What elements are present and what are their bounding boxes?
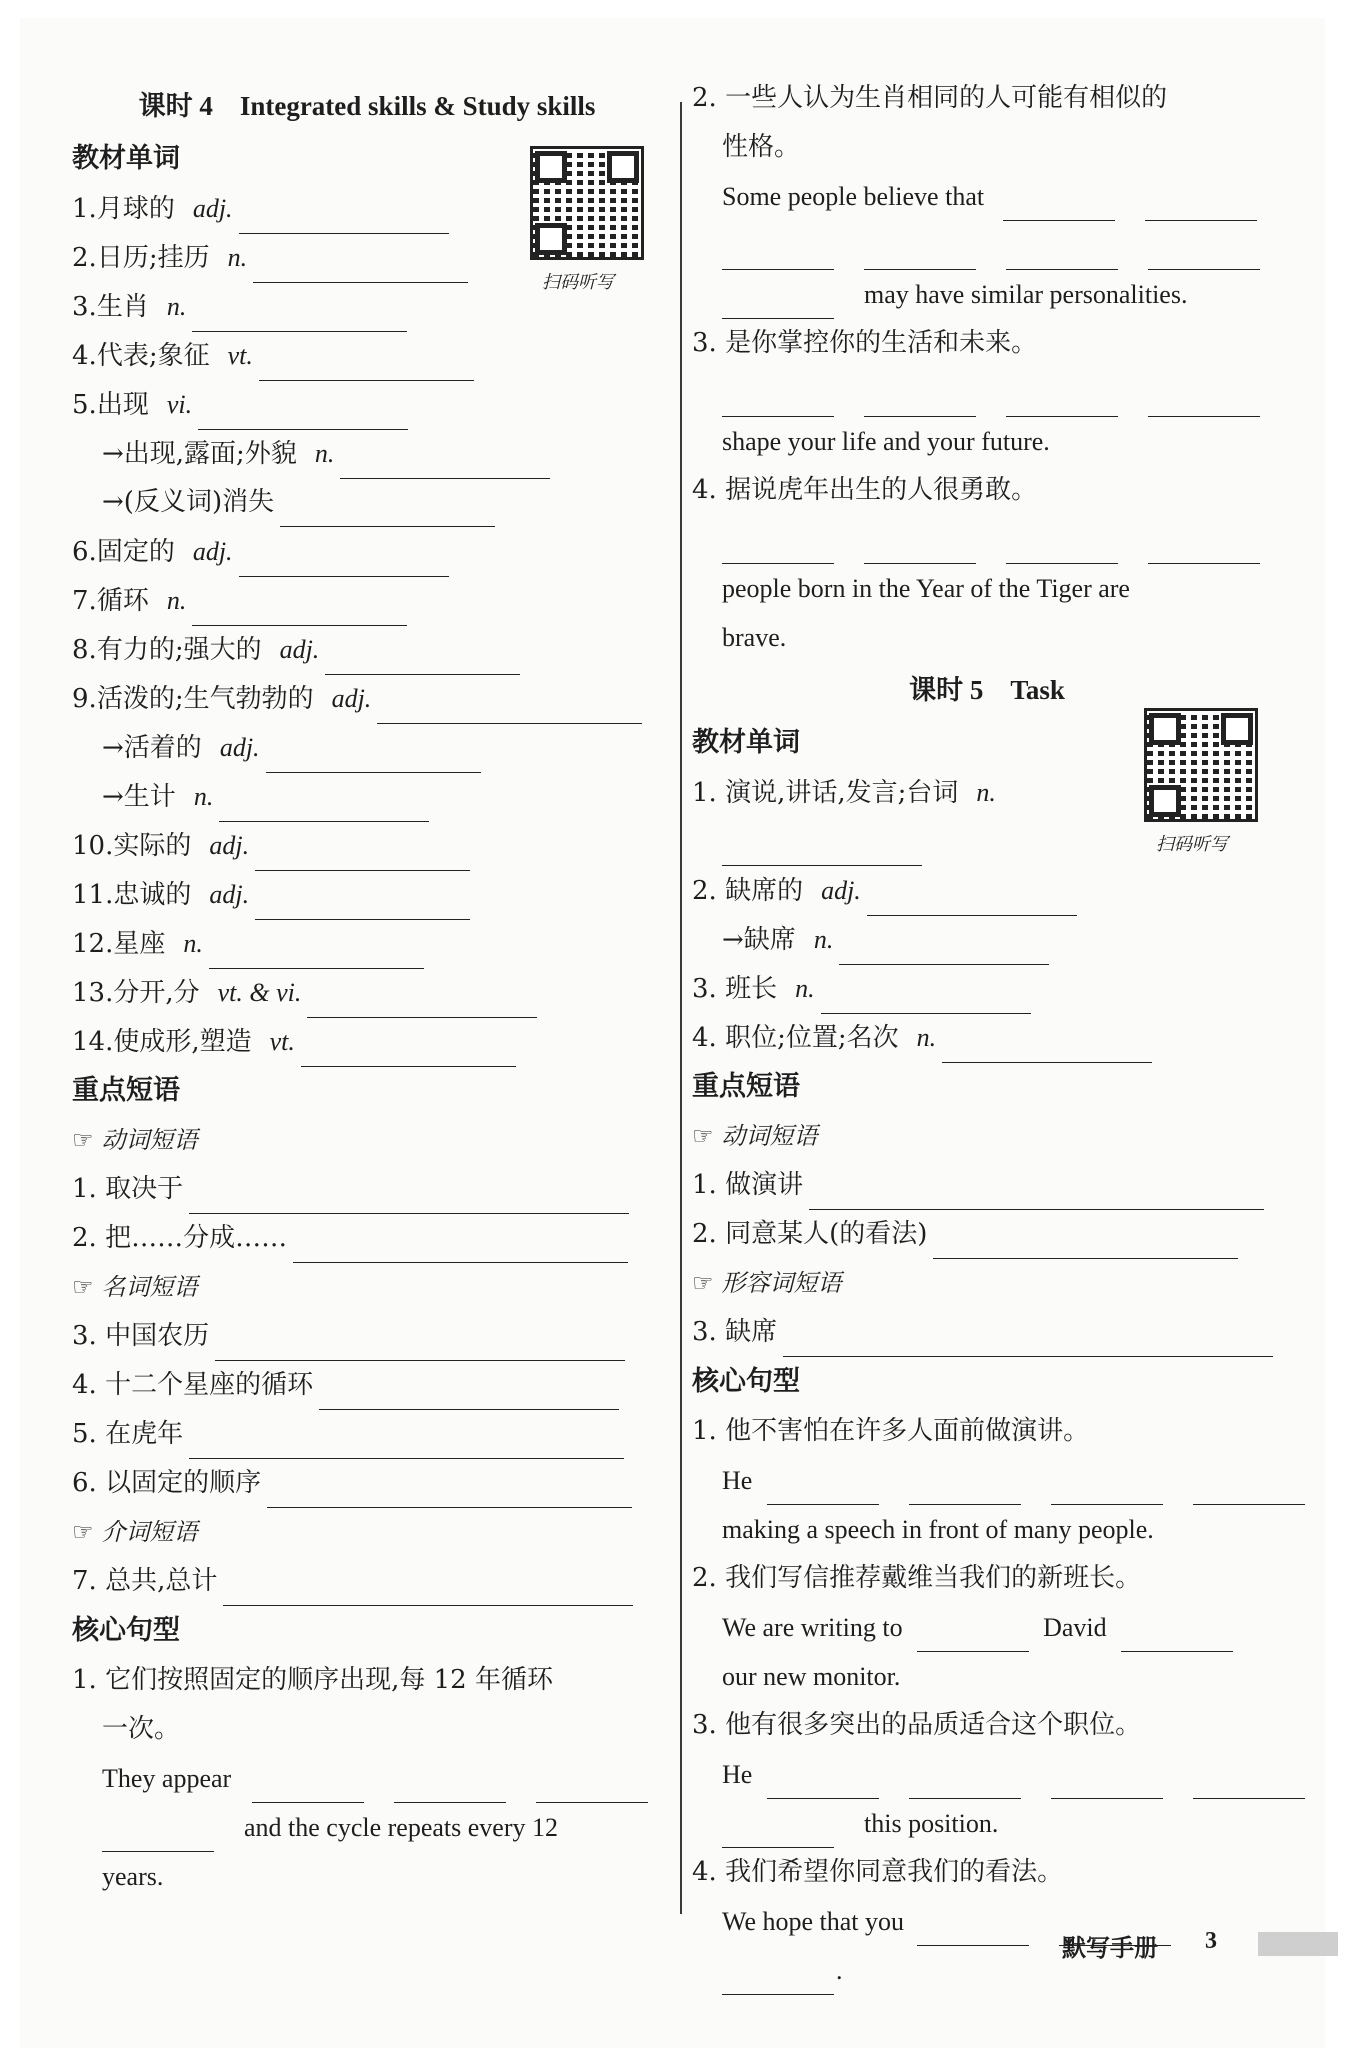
list-item: 7.循环 n. — [72, 576, 662, 625]
answer-blank[interactable] — [1148, 382, 1260, 417]
answer-blank[interactable] — [864, 382, 976, 417]
sentence-en: . — [692, 1946, 1282, 1995]
sentence-cn: 1. 它们按照固定的顺序出现,每 12 年循环 — [72, 1665, 553, 1695]
sentence-en: They appear — [72, 1754, 662, 1803]
answer-blank[interactable] — [783, 1322, 1273, 1357]
pointing-hand-icon: ☞ — [692, 1122, 714, 1150]
list-item: 1.月球的 adj. — [72, 184, 662, 233]
right-column — [692, 74, 1282, 1995]
list-item: 8.有力的;强大的 adj. — [72, 625, 662, 674]
answer-blank[interactable] — [917, 1617, 1029, 1652]
noun-phrases-label: ☞ 名词短语 — [72, 1273, 198, 1301]
list-item: 2.日历;挂历 n. — [72, 233, 662, 282]
list-item: 2. 同意某人(的看法) — [692, 1210, 1282, 1259]
list-item: 7. 总共,总计 — [72, 1557, 662, 1606]
qr-code-icon[interactable] — [530, 146, 644, 260]
footer-label: 默写手册 — [1062, 1934, 1158, 1962]
answer-blank[interactable] — [767, 1470, 879, 1505]
list-item: 3. 中国农历 — [72, 1312, 662, 1361]
answer-blank[interactable] — [239, 199, 449, 234]
sentence-cn: 3. 是你掌控你的生活和未来。 — [692, 328, 1038, 358]
answer-blank[interactable] — [319, 1375, 619, 1410]
answer-blank[interactable] — [102, 1817, 214, 1852]
sentence-en: our new monitor. — [722, 1662, 901, 1691]
list-item: →(反义词)消失 — [72, 478, 662, 527]
answer-blank[interactable] — [1051, 1470, 1163, 1505]
list-item: 6.固定的 adj. — [72, 527, 662, 576]
pointing-hand-icon: ☞ — [72, 1518, 94, 1546]
sentence-cn: 一次。 — [102, 1714, 181, 1744]
answer-blank[interactable] — [536, 1768, 648, 1803]
list-item: 5.出现 vi. — [72, 380, 662, 429]
sentence-en: making a speech in front of many people. — [722, 1515, 1154, 1544]
list-item: 2. 缺席的 adj. — [692, 866, 1282, 915]
answer-blank[interactable] — [767, 1764, 879, 1799]
list-item: 11.忠诚的 adj. — [72, 870, 662, 919]
list-item: 10.实际的 adj. — [72, 821, 662, 870]
answer-blank[interactable] — [722, 529, 834, 564]
list-item: →活着的 adj. — [72, 723, 662, 772]
list-item: 6. 以固定的顺序 — [72, 1459, 662, 1508]
answer-blank[interactable] — [1006, 235, 1118, 270]
answer-blank[interactable] — [809, 1175, 1264, 1210]
qr-label: 扫码听写 — [542, 272, 614, 293]
list-item: 3. 班长 n. — [692, 964, 1282, 1013]
list-item: →出现,露面;外貌 n. — [72, 429, 662, 478]
answer-blank[interactable] — [1145, 186, 1257, 221]
column-divider — [680, 102, 682, 1914]
adj-phrases-label: ☞ 形容词短语 — [692, 1269, 842, 1297]
answer-blank[interactable] — [215, 1326, 625, 1361]
answer-blank[interactable] — [1148, 529, 1260, 564]
verb-phrases-label: ☞ 动词短语 — [692, 1122, 818, 1150]
list-item: 4.代表;象征 vt. — [72, 331, 662, 380]
answer-blank[interactable] — [821, 979, 1031, 1014]
sentence-en: brave. — [722, 623, 787, 652]
list-item: 3.生肖 n. — [72, 282, 662, 331]
sentence-en: He — [692, 1750, 1282, 1799]
answer-blank[interactable] — [267, 1473, 632, 1508]
sentence-en: shape your life and your future. — [722, 427, 1050, 456]
answer-blank[interactable] — [259, 346, 474, 381]
answer-blank[interactable] — [722, 831, 922, 866]
blank-row — [692, 515, 1282, 564]
sentence-en: Some people believe that — [692, 172, 1282, 221]
list-item: 4. 十二个星座的循环 — [72, 1361, 662, 1410]
answer-blank[interactable] — [722, 1813, 834, 1848]
sentence-en: We are writing to David — [692, 1603, 1282, 1652]
answer-blank[interactable] — [377, 689, 642, 724]
qr-code-icon[interactable] — [1144, 708, 1258, 822]
answer-blank[interactable] — [223, 1571, 633, 1606]
answer-blank[interactable] — [239, 542, 449, 577]
sentence-cn: 2. 我们写信推荐戴维当我们的新班长。 — [692, 1563, 1142, 1593]
list-item: 2. 把……分成…… — [72, 1214, 662, 1263]
answer-blank[interactable] — [722, 235, 834, 270]
answer-blank[interactable] — [1193, 1764, 1305, 1799]
sentence-cn: 1. 他不害怕在许多人面前做演讲。 — [692, 1416, 1090, 1446]
lesson4-word-list — [72, 184, 662, 1066]
lesson4-vocab-heading: 教材单词 — [72, 143, 180, 174]
list-item: 1. 取决于 — [72, 1165, 662, 1214]
answer-blank[interactable] — [722, 284, 834, 319]
answer-blank[interactable] — [198, 395, 408, 430]
pointing-hand-icon: ☞ — [692, 1269, 714, 1297]
list-item: 14.使成形,塑造 vt. — [72, 1017, 662, 1066]
page-tab — [1258, 1932, 1338, 1956]
list-item: →生计 n. — [72, 772, 662, 821]
pointing-hand-icon: ☞ — [72, 1126, 94, 1154]
prep-phrases-label: ☞ 介词短语 — [72, 1518, 198, 1546]
sentence-en: may have similar personalities. — [692, 270, 1282, 319]
answer-blank[interactable] — [722, 382, 834, 417]
list-item: 1. 演说,讲话,发言;台词 n. — [692, 778, 996, 808]
sentence-en: this position. — [692, 1799, 1282, 1848]
lesson5-phrases-heading: 重点短语 — [692, 1071, 800, 1102]
answer-blank[interactable] — [722, 1960, 834, 1995]
lesson4-sentences-heading: 核心句型 — [72, 1615, 180, 1646]
answer-blank[interactable] — [839, 930, 1049, 965]
sentence-cn: 4. 我们希望你同意我们的看法。 — [692, 1857, 1064, 1887]
answer-blank[interactable] — [1051, 1764, 1163, 1799]
worksheet-page — [20, 18, 1325, 2048]
answer-blank[interactable] — [307, 983, 537, 1018]
sentence-cn: 3. 他有很多突出的品质适合这个职位。 — [692, 1710, 1142, 1740]
answer-blank[interactable] — [864, 235, 976, 270]
sentence-cn: 4. 据说虎年出生的人很勇敢。 — [692, 475, 1038, 505]
answer-blank[interactable] — [942, 1028, 1152, 1063]
answer-blank[interactable] — [189, 1424, 624, 1459]
answer-blank[interactable] — [192, 297, 407, 332]
answer-blank[interactable] — [255, 836, 470, 871]
answer-blank[interactable] — [1006, 529, 1118, 564]
answer-blank[interactable] — [1193, 1470, 1305, 1505]
lesson5-sentences-heading: 核心句型 — [692, 1366, 800, 1397]
answer-blank[interactable] — [867, 881, 1077, 916]
list-item: 9.活泼的;生气勃勃的 adj. — [72, 674, 662, 723]
answer-blank[interactable] — [1121, 1617, 1233, 1652]
answer-blank[interactable] — [1006, 382, 1118, 417]
list-item: 13.分开,分 vt. & vi. — [72, 968, 662, 1017]
answer-blank[interactable] — [266, 738, 481, 773]
verb-phrases-label: ☞ 动词短语 — [72, 1126, 198, 1154]
left-column — [72, 78, 662, 1901]
answer-blank[interactable] — [325, 640, 520, 675]
answer-blank[interactable] — [255, 885, 470, 920]
lesson5-vocab-heading: 教材单词 — [692, 727, 800, 758]
sentence-en: years. — [102, 1862, 164, 1891]
answer-blank[interactable] — [293, 1228, 628, 1263]
list-item: 4. 职位;位置;名次 n. — [692, 1013, 1282, 1062]
sentence-en: He — [692, 1456, 1282, 1505]
qr-label: 扫码听写 — [1156, 834, 1228, 855]
answer-blank[interactable] — [394, 1768, 506, 1803]
sentence-en: people born in the Year of the Tiger are — [722, 574, 1130, 603]
pointing-hand-icon: ☞ — [72, 1273, 94, 1301]
answer-blank[interactable] — [1003, 186, 1115, 221]
lesson5-title: 课时 5 Task — [909, 675, 1065, 705]
arrow-icon: → — [722, 925, 744, 955]
answer-blank[interactable] — [909, 1470, 1021, 1505]
answer-blank[interactable] — [280, 492, 495, 527]
sentence-en: We hope that you — [692, 1897, 1282, 1946]
answer-blank[interactable] — [933, 1224, 1238, 1259]
list-item: 1. 做演讲 — [692, 1161, 1282, 1210]
answer-blank[interactable] — [189, 1179, 629, 1214]
sentence-en: and the cycle repeats every 12 — [72, 1803, 662, 1852]
page-number: 3 — [1205, 1928, 1217, 1954]
lesson4-phrases-heading: 重点短语 — [72, 1075, 180, 1106]
sentence-cn: 2. 一些人认为生肖相同的人可能有相似的 — [692, 83, 1168, 113]
answer-blank[interactable] — [301, 1032, 516, 1067]
answer-blank[interactable] — [219, 787, 429, 822]
list-item: 3. 缺席 — [692, 1308, 1282, 1357]
answer-blank[interactable] — [252, 1768, 364, 1803]
lesson4-title: 课时 4 Integrated skills & Study skills — [138, 91, 596, 121]
sentence-cn: 性格。 — [722, 132, 801, 162]
answer-blank[interactable] — [209, 934, 424, 969]
answer-blank[interactable] — [1148, 235, 1260, 270]
answer-blank[interactable] — [909, 1764, 1021, 1799]
blank-row — [692, 221, 1282, 270]
answer-blank[interactable] — [192, 591, 407, 626]
list-item: 12.星座 n. — [72, 919, 662, 968]
answer-blank[interactable] — [253, 248, 468, 283]
list-item: 5. 在虎年 — [72, 1410, 662, 1459]
blank-row — [692, 368, 1282, 417]
answer-blank[interactable] — [340, 444, 550, 479]
list-item: →缺席 n. — [692, 915, 1282, 964]
answer-blank[interactable] — [917, 1911, 1029, 1946]
answer-blank[interactable] — [864, 529, 976, 564]
